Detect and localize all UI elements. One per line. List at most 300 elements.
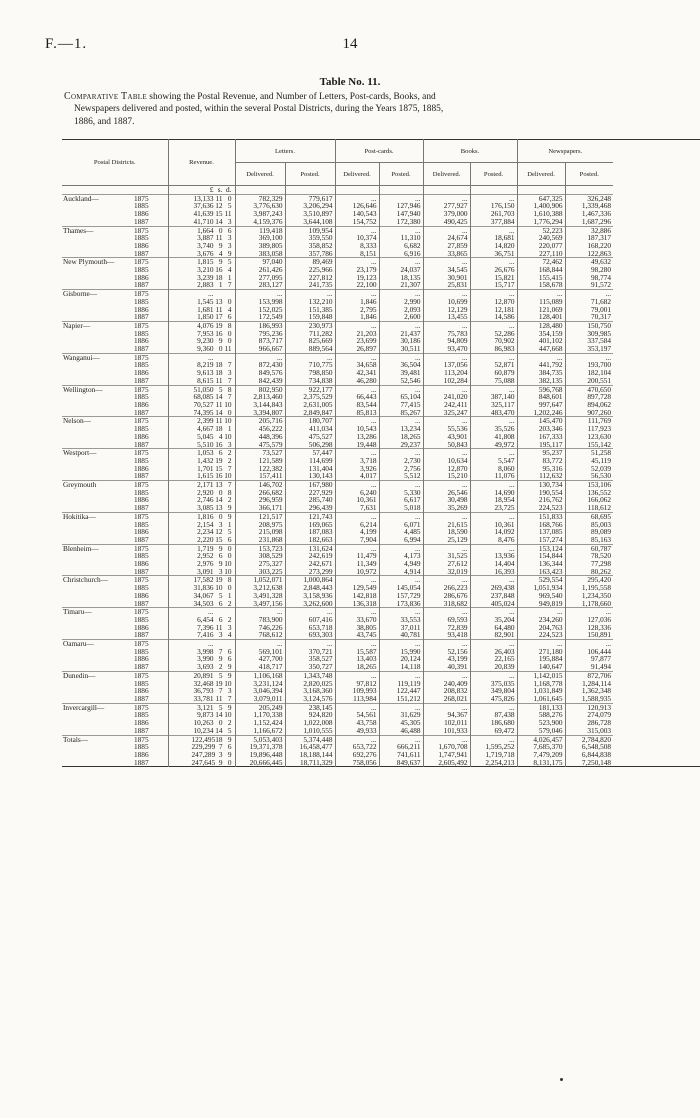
newspapers-posted-cell: 470,650 <box>565 385 613 393</box>
newspapers-delivered-cell: 1,168,778 <box>517 680 565 688</box>
year-cell: 1875 <box>131 640 168 648</box>
district-name: Dunedin— <box>62 671 131 679</box>
revenue-shillings: 11 <box>215 233 223 243</box>
letters-delivered-cell: 569,101 <box>235 648 285 656</box>
books-posted-cell: 75,088 <box>470 377 517 385</box>
books-delivered-cell: 24,674 <box>423 234 470 242</box>
postcards-posted-cell: 2,730 <box>379 457 423 465</box>
letters-posted-cell: 475,527 <box>285 433 335 441</box>
revenue-pence: 0 <box>227 328 232 338</box>
revenue-pence: 2 <box>227 495 232 505</box>
postcards-delivered-cell: 43,745 <box>335 631 379 639</box>
postcards-posted-cell: ... <box>379 703 423 711</box>
district-name-blank <box>62 465 131 473</box>
letters-delivered-cell: 3,394,807 <box>235 409 285 417</box>
books-posted-cell: 12,181 <box>470 306 517 314</box>
newspapers-posted-cell: 71,682 <box>590 296 612 306</box>
books-posted-cell: 475,826 <box>470 695 517 703</box>
revenue-pounds: 3,998 <box>197 646 214 656</box>
newspapers-posted-cell: 91,572 <box>590 280 612 290</box>
newspapers-posted-cell: 78,520 <box>590 551 612 561</box>
revenue-pounds: 9,360 <box>197 344 214 354</box>
newspapers-delivered-cell: 112,632 <box>517 472 565 480</box>
newspapers-delivered-cell: 137,085 <box>517 528 565 536</box>
revenue-shillings: 9 <box>218 757 223 767</box>
books-delivered-cell: 55,536 <box>423 425 470 433</box>
books-posted-cell: 5,547 <box>470 457 517 465</box>
postal-revenue-table <box>62 139 700 767</box>
postcards-posted-cell: 119,119 <box>379 680 423 688</box>
newspapers-delivered-cell: 203,346 <box>517 425 565 433</box>
revenue-shillings: 16 <box>215 265 223 275</box>
year-cell: 1875 <box>131 608 168 616</box>
revenue-pounds: 1,432 <box>197 455 214 465</box>
postcards-delivered-cell: 4,199 <box>335 528 379 536</box>
year-cell: 1887 <box>131 472 168 480</box>
postcards-posted-cell: 13,234 <box>379 425 423 433</box>
revenue-pounds: 10,234 <box>193 725 214 735</box>
district-name-blank <box>62 521 131 529</box>
caption-line-2: Newspapers delivered and posted, within the several Postal Districts, during the Years 1875, 1885, <box>74 104 444 115</box>
letters-posted-cell: 711,282 <box>285 330 335 338</box>
books-posted-cell: 483,470 <box>470 409 517 417</box>
letters-delivered-cell: 746,226 <box>235 624 285 632</box>
letters-delivered-cell: ... <box>235 353 285 361</box>
books-posted-cell: 60,879 <box>470 369 517 377</box>
letters-delivered-cell: 475,579 <box>235 441 285 449</box>
newspapers-delivered-cell: 195,117 <box>517 441 565 449</box>
year-cell: 1887 <box>131 441 168 449</box>
newspapers-posted-cell: 122,863 <box>587 248 612 258</box>
newspapers-delivered-cell: 224,523 <box>517 631 565 639</box>
newspapers-posted-cell: 32,886 <box>565 226 613 234</box>
district-name: Totals— <box>62 735 131 743</box>
letters-posted-cell: 734,838 <box>285 377 335 385</box>
district-name: Nelson— <box>62 417 131 425</box>
letters-delivered-cell: 3,987,243 <box>235 210 285 218</box>
newspapers-delivered-cell: 158,678 <box>517 281 565 289</box>
postcards-delivered-cell: 136,318 <box>335 600 379 608</box>
newspapers-delivered-cell: 227,110 <box>517 250 565 258</box>
postcards-delivered-cell: 21,203 <box>335 330 379 338</box>
books-posted-cell: 14,404 <box>470 560 517 568</box>
postcards-delivered-cell: 154,752 <box>335 218 379 226</box>
postcards-delivered-cell: 11,349 <box>335 560 379 568</box>
postcards-posted-cell: 24,037 <box>379 266 423 274</box>
books-posted-cell: 14,820 <box>470 242 517 250</box>
letters-delivered-cell: 366,171 <box>235 504 285 512</box>
revenue-pence: 8 <box>227 575 232 585</box>
postcards-delivered-cell: ... <box>335 194 379 202</box>
books-posted-cell: 1,595,252 <box>470 743 517 751</box>
revenue-shillings: 9 <box>218 654 223 664</box>
letters-delivered-cell: 266,682 <box>235 489 285 497</box>
postcards-delivered-cell: ... <box>335 353 379 361</box>
books-delivered-cell: 33,865 <box>423 250 470 258</box>
postcards-posted-cell: 127,946 <box>379 202 423 210</box>
newspapers-delivered-cell: ... <box>517 640 565 648</box>
newspapers-posted-cell: 127,036 <box>587 614 612 624</box>
letters-posted-cell: 121,743 <box>285 512 335 520</box>
books-delivered-cell: 113,204 <box>423 369 470 377</box>
revenue-shillings: 16 <box>215 328 223 338</box>
letters-posted-cell: 825,669 <box>285 337 335 345</box>
revenue-shillings: 6 <box>218 614 223 624</box>
newspapers-delivered-cell: ... <box>517 353 565 361</box>
revenue-shillings: 11 <box>215 694 223 703</box>
revenue-pounds: 17,582 <box>193 575 214 585</box>
revenue-pence: 0 <box>227 543 232 553</box>
newspapers-posted-cell: 897,728 <box>587 392 612 402</box>
year-cell: 1875 <box>131 703 168 711</box>
revenue-pounds: 8,219 <box>197 360 214 370</box>
year-cell: 1887 <box>131 759 168 767</box>
revenue-shillings: 19 <box>215 575 223 585</box>
books-delivered-cell: ... <box>423 353 470 361</box>
revenue-pence: 6 <box>227 654 232 664</box>
revenue-pounds: 70,527 <box>193 399 214 409</box>
caption-lead: Comparative Table <box>64 91 147 102</box>
year-cell: 1887 <box>131 727 168 735</box>
postcards-posted-cell: ... <box>379 385 423 393</box>
revenue-pence: 0 <box>227 757 232 767</box>
year-cell: 1887 <box>131 313 168 321</box>
postcards-delivered-cell: ... <box>335 258 379 266</box>
revenue-pounds: 32,468 <box>193 678 214 688</box>
letters-delivered-cell: 5,053,403 <box>235 735 285 743</box>
books-posted-cell: 35,526 <box>470 425 517 433</box>
postcards-delivered-cell: 140,543 <box>335 210 379 218</box>
letters-posted-cell: 230,973 <box>285 321 335 329</box>
year-cell: 1886 <box>131 210 168 218</box>
revenue-shillings: 19 <box>215 320 223 330</box>
revenue-pence: 7 <box>227 694 232 703</box>
newspapers-posted-cell: 1,362,348 <box>581 686 612 696</box>
year-cell: 1886 <box>131 337 168 345</box>
revenue-pence: 1 <box>227 272 232 282</box>
district-name-blank <box>62 242 131 250</box>
district-name-blank <box>62 330 131 338</box>
table-row <box>62 695 700 703</box>
letters-posted-cell: 114,699 <box>285 457 335 465</box>
district-name-blank <box>62 457 131 465</box>
revenue-pounds: 9,873 <box>197 710 214 720</box>
year-cell: 1886 <box>131 369 168 377</box>
books-posted-cell: 26,403 <box>470 648 517 656</box>
letters-posted-cell: 1,343,748 <box>285 671 335 679</box>
revenue-shillings: 11 <box>215 399 223 409</box>
year-cell: 1875 <box>131 258 168 266</box>
year-cell: 1875 <box>131 321 168 329</box>
revenue-pounds: 1,701 <box>197 463 214 473</box>
revenue-pence: 1 <box>227 590 232 600</box>
books-delivered-cell: 18,590 <box>423 528 470 536</box>
table-body <box>62 186 700 767</box>
books-posted-cell: ... <box>470 512 517 520</box>
books-posted-cell: 12,870 <box>470 298 517 306</box>
newspapers-posted-cell: 353,197 <box>587 344 612 354</box>
books-posted-cell: 86,983 <box>470 345 517 353</box>
letters-delivered-cell: 205,249 <box>235 703 285 711</box>
newspapers-posted-cell: 337,584 <box>587 336 612 346</box>
postcards-posted-cell: 45,305 <box>379 719 423 727</box>
postcards-posted-cell: 4,914 <box>379 568 423 576</box>
postcards-posted-cell: 40,781 <box>379 631 423 639</box>
revenue-pence: 6 <box>227 742 232 752</box>
revenue-pence: 0 <box>227 407 232 417</box>
letters-delivered-cell: 121,589 <box>235 457 285 465</box>
letters-posted-cell: 2,375,529 <box>285 393 335 401</box>
revenue-shillings: 9 <box>218 240 223 250</box>
books-posted-cell: ... <box>470 385 517 393</box>
revenue-pence: 7 <box>227 463 232 473</box>
newspapers-posted-cell: 193,700 <box>587 360 612 370</box>
books-delivered-cell: 286,676 <box>423 592 470 600</box>
books-delivered-cell: 1,670,708 <box>423 743 470 751</box>
books-delivered-cell: ... <box>423 385 470 393</box>
letters-delivered-cell: 119,418 <box>235 226 285 234</box>
letters-delivered-cell: 303,225 <box>235 568 285 576</box>
revenue-shillings: 13 <box>215 503 223 513</box>
newspapers-posted-cell: ... <box>565 353 613 361</box>
newspapers-posted-cell: 1,467,336 <box>581 209 612 219</box>
letters-posted-cell: 273,299 <box>285 568 335 576</box>
newspapers-posted-cell: 1,588,935 <box>581 694 612 703</box>
revenue-pence: 10 <box>224 416 232 426</box>
newspapers-delivered-cell: 523,900 <box>517 719 565 727</box>
postcards-delivered-cell: 54,561 <box>335 711 379 719</box>
postcards-posted-cell: 741,611 <box>379 751 423 759</box>
revenue-shillings: 0 <box>218 718 223 728</box>
books-delivered-cell: 93,418 <box>423 631 470 639</box>
revenue-shillings: 11 <box>215 193 223 203</box>
revenue-shillings: 2 <box>218 662 223 672</box>
postcards-delivered-cell: ... <box>335 703 379 711</box>
district-name-blank <box>62 298 131 306</box>
revenue-pence: 3 <box>227 439 232 449</box>
subheader-posted: Posted. <box>470 163 517 186</box>
year-cell: 1887 <box>131 695 168 703</box>
letters-posted-cell: 16,458,477 <box>285 743 335 751</box>
year-cell: 1887 <box>131 663 168 671</box>
postcards-posted-cell: 2,600 <box>379 313 423 321</box>
postcards-posted-cell: 30,511 <box>379 345 423 353</box>
books-posted-cell: 13,936 <box>470 552 517 560</box>
postcards-delivered-cell: 142,818 <box>335 592 379 600</box>
letters-posted-cell: 350,727 <box>285 663 335 671</box>
letters-delivered-cell: 3,212,638 <box>235 584 285 592</box>
letters-delivered-cell: 1,166,672 <box>235 727 285 735</box>
letters-posted-cell: 3,168,360 <box>285 687 335 695</box>
postcards-posted-cell: 37,011 <box>379 624 423 632</box>
letters-delivered-cell: 849,576 <box>235 369 285 377</box>
revenue-pounds: ... <box>208 352 214 362</box>
revenue-shillings: 0 <box>218 225 223 235</box>
letters-posted-cell: 2,848,443 <box>285 584 335 592</box>
postcards-posted-cell: 6,994 <box>379 536 423 544</box>
books-delivered-cell: 94,367 <box>423 711 470 719</box>
postcards-posted-cell: 849,637 <box>379 759 423 767</box>
revenue-shillings: 7 <box>218 742 223 752</box>
postcards-posted-cell: 18,135 <box>379 274 423 282</box>
revenue-pounds: 2,976 <box>197 559 214 569</box>
letters-posted-cell: 358,852 <box>285 242 335 250</box>
books-delivered-cell: 268,021 <box>423 695 470 703</box>
revenue-shillings: 18 <box>215 272 223 282</box>
revenue-shillings: 11 <box>215 416 223 426</box>
year-cell: 1887 <box>131 600 168 608</box>
letters-delivered-cell: 19,896,448 <box>235 751 285 759</box>
revenue-pounds: 4,667 <box>197 424 214 434</box>
table-row <box>62 759 700 767</box>
newspapers-posted-cell: 1,687,296 <box>581 216 612 226</box>
books-delivered-cell: ... <box>423 290 470 298</box>
revenue-pounds: 2,220 <box>197 534 214 544</box>
newspapers-posted-cell: 97,877 <box>590 654 612 664</box>
revenue-pounds: 9,613 <box>197 368 214 378</box>
postal-table <box>62 139 680 767</box>
newspapers-delivered-cell: 1,202,246 <box>517 409 565 417</box>
revenue-shillings: 11 <box>215 622 223 632</box>
letters-posted-cell: 225,966 <box>285 266 335 274</box>
year-cell: 1886 <box>131 306 168 314</box>
postcards-delivered-cell: 15,587 <box>335 648 379 656</box>
books-posted-cell: ... <box>470 481 517 489</box>
district-name: Blenheim— <box>62 544 131 552</box>
newspapers-delivered-cell: 145,470 <box>517 417 565 425</box>
subheader-posted: Posted. <box>285 163 335 186</box>
postcards-delivered-cell: ... <box>335 671 379 679</box>
letters-posted-cell: 653,718 <box>285 624 335 632</box>
postcards-delivered-cell: 97,812 <box>335 680 379 688</box>
newspapers-posted-cell: 7,250,148 <box>581 757 612 767</box>
letters-posted-cell: 359,550 <box>285 234 335 242</box>
postcards-delivered-cell: 42,341 <box>335 369 379 377</box>
year-cell: 1875 <box>131 671 168 679</box>
letters-posted-cell: 159,848 <box>285 313 335 321</box>
newspapers-posted-cell: 106,444 <box>587 646 612 656</box>
revenue-pence: 10 <box>224 710 232 720</box>
newspapers-posted-cell: 120,913 <box>565 703 613 711</box>
postcards-posted-cell: ... <box>379 512 423 520</box>
newspapers-delivered-cell: 234,260 <box>517 616 565 624</box>
letters-posted-cell: 3,206,294 <box>285 202 335 210</box>
books-delivered-cell: 94,809 <box>423 337 470 345</box>
newspapers-posted-cell: 98,280 <box>590 265 612 275</box>
books-delivered-cell: 325,247 <box>423 409 470 417</box>
letters-posted-cell: 131,404 <box>285 465 335 473</box>
revenue-pounds: 36,793 <box>193 686 214 696</box>
district-name-blank <box>62 711 131 719</box>
postcards-delivered-cell: ... <box>335 385 379 393</box>
postcards-delivered-cell: 19,123 <box>335 274 379 282</box>
postcards-posted-cell: 2,093 <box>379 306 423 314</box>
newspapers-posted-cell: 77,298 <box>590 559 612 569</box>
year-cell: 1875 <box>131 481 168 489</box>
year-cell: 1875 <box>131 226 168 234</box>
revenue-pounds: 1,815 <box>197 257 214 267</box>
newspapers-posted-cell: 295,420 <box>565 576 613 584</box>
newspapers-posted-cell: 123,630 <box>587 431 612 441</box>
postcards-delivered-cell: 758,056 <box>335 759 379 767</box>
letters-posted-cell: 5,374,448 <box>285 735 335 743</box>
year-cell: 1886 <box>131 751 168 759</box>
newspapers-posted-cell: 128,336 <box>587 622 612 632</box>
letters-delivered-cell: 275,327 <box>235 560 285 568</box>
letters-delivered-cell: 418,717 <box>235 663 285 671</box>
letters-delivered-cell: 277,095 <box>235 274 285 282</box>
postcards-posted-cell: ... <box>379 449 423 457</box>
postcards-posted-cell: 14,118 <box>379 663 423 671</box>
postcards-delivered-cell: 2,795 <box>335 306 379 314</box>
newspapers-delivered-cell: 155,415 <box>517 274 565 282</box>
revenue-pence: 11 <box>224 344 232 354</box>
year-cell: 1887 <box>131 536 168 544</box>
postcards-delivered-cell: ... <box>335 735 379 743</box>
revenue-cell <box>168 218 235 226</box>
year-cell: 1887 <box>131 504 168 512</box>
revenue-shillings: 15 <box>215 209 223 219</box>
books-posted-cell: 237,848 <box>470 592 517 600</box>
district-name-blank <box>62 361 131 369</box>
newspapers-posted-cell: 894,062 <box>587 399 612 409</box>
books-posted-cell: 23,725 <box>470 504 517 512</box>
year-cell: 1885 <box>131 648 168 656</box>
letters-posted-cell: ... <box>285 290 335 298</box>
newspapers-delivered-cell: 151,833 <box>517 512 565 520</box>
books-delivered-cell: 25,129 <box>423 536 470 544</box>
revenue-pence: 0 <box>227 583 232 593</box>
revenue-shillings: 17 <box>215 312 223 322</box>
books-delivered-cell: 208,832 <box>423 687 470 695</box>
books-delivered-cell: 27,859 <box>423 242 470 250</box>
letters-delivered-cell: 283,127 <box>235 281 285 289</box>
district-name-blank <box>62 425 131 433</box>
books-delivered-cell: 12,870 <box>423 465 470 473</box>
revenue-shillings: 6 <box>218 598 223 608</box>
newspapers-posted-cell: 286,728 <box>587 718 612 728</box>
newspapers-delivered-cell: 157,274 <box>517 536 565 544</box>
year-cell: 1887 <box>131 377 168 385</box>
books-posted-cell: 64,480 <box>470 624 517 632</box>
revenue-shillings: 15 <box>215 463 223 473</box>
letters-delivered-cell: 1,106,168 <box>235 671 285 679</box>
revenue-shillings: 16 <box>215 439 223 449</box>
postcards-posted-cell: 5,512 <box>379 472 423 480</box>
revenue-pounds: 3,239 <box>197 272 214 282</box>
books-delivered-cell: 277,927 <box>423 202 470 210</box>
letters-delivered-cell: 261,426 <box>235 266 285 274</box>
revenue-shillings: 14 <box>215 407 223 417</box>
letters-delivered-cell: 296,959 <box>235 496 285 504</box>
postcards-posted-cell: 18,265 <box>379 433 423 441</box>
revenue-pence: 3 <box>227 686 232 696</box>
revenue-pounds: 41,710 <box>193 216 214 226</box>
revenue-pounds: 1,719 <box>197 543 214 553</box>
books-posted-cell: 14,092 <box>470 528 517 536</box>
books-delivered-cell: 31,525 <box>423 552 470 560</box>
newspapers-posted-cell: 200,551 <box>587 375 612 385</box>
letters-posted-cell: 242,671 <box>285 560 335 568</box>
printer-mark <box>560 1078 563 1081</box>
letters-posted-cell: 693,303 <box>285 631 335 639</box>
district-name-blank <box>62 552 131 560</box>
newspapers-posted-cell: 70,317 <box>590 312 612 322</box>
letters-posted-cell: ... <box>285 640 335 648</box>
postcards-posted-cell: 31,629 <box>379 711 423 719</box>
revenue-pounds: 6,454 <box>197 614 214 624</box>
currency-symbol-row <box>62 186 700 195</box>
